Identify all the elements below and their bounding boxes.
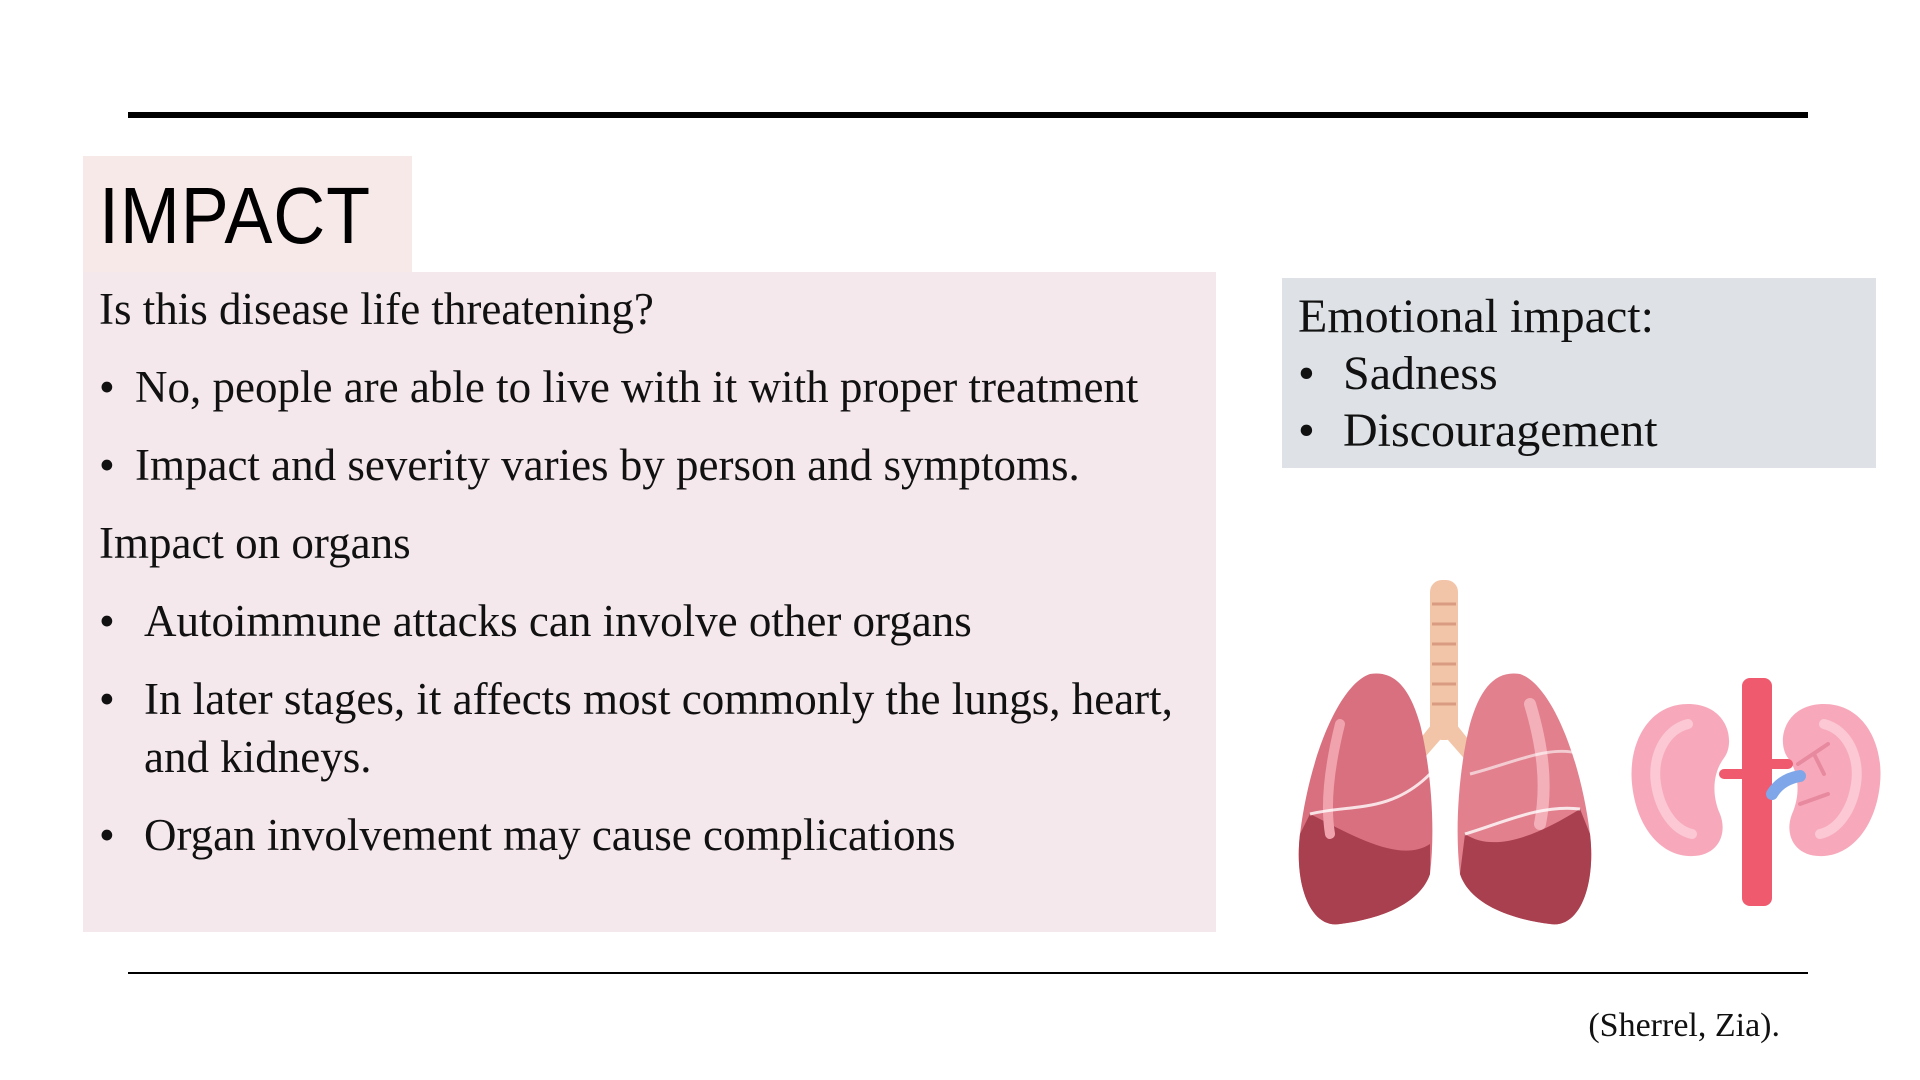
title-box	[83, 156, 412, 272]
emotional-impact-heading: Emotional impact:	[1298, 290, 1654, 343]
bullet-glyph: •	[99, 674, 115, 724]
main-content-box	[83, 272, 1216, 932]
bullet-glyph: •	[99, 810, 115, 860]
emotional-impact-box	[1282, 278, 1876, 468]
list-item	[99, 592, 1209, 650]
page-title: IMPACT	[99, 171, 372, 260]
bullet-glyph: •	[1298, 404, 1315, 457]
emotional-impact-list	[1298, 345, 1658, 459]
list-item-text: No, people are able to live with it with proper treatment	[135, 362, 1139, 412]
list-item	[99, 806, 1209, 864]
life-bullet-list	[99, 358, 1209, 494]
bottom-divider	[128, 972, 1808, 974]
list-item	[1298, 345, 1658, 402]
bullet-glyph: •	[1298, 347, 1315, 400]
lungs-icon	[1280, 574, 1610, 934]
bullet-glyph: •	[99, 596, 115, 646]
emotional-impact-text	[1298, 288, 1658, 459]
main-content-text	[99, 272, 1209, 864]
bullet-glyph: •	[99, 362, 115, 412]
list-item	[99, 670, 1209, 786]
list-item-text: In later stages, it affects most commonly the lungs, heart, and kidneys.	[144, 674, 1173, 782]
list-item	[1298, 402, 1658, 459]
life-threatening-question: Is this disease life threatening?	[99, 284, 654, 334]
organs-heading: Impact on organs	[99, 518, 411, 568]
list-item-text: Discouragement	[1343, 404, 1658, 457]
list-item-text: Organ involvement may cause complications	[144, 810, 956, 860]
bullet-glyph: •	[99, 440, 115, 490]
kidneys-icon	[1628, 674, 1884, 910]
top-divider	[128, 112, 1808, 118]
list-item	[99, 436, 1209, 494]
list-item-text: Sadness	[1343, 347, 1498, 400]
citation: (Sherrel, Zia).	[1588, 1007, 1780, 1044]
list-item	[99, 358, 1209, 416]
list-item-text: Impact and severity varies by person and symptoms.	[135, 440, 1080, 490]
organ-bullet-list	[99, 592, 1209, 864]
list-item-text: Autoimmune attacks can involve other organs	[144, 596, 972, 646]
